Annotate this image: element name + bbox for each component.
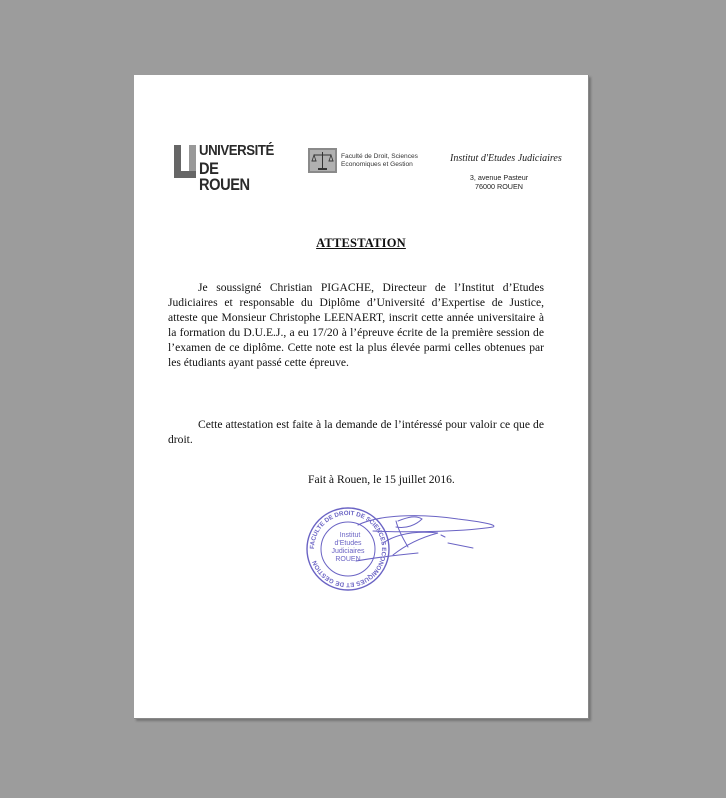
paragraph1-text: Je soussigné Christian PIGACHE, Directeur de l’Institut d’Etudes Judiciaires et responsable du Diplôme d’Université d’Expertise de Justice, atteste que Monsieur Christophe LEENAERT, inscrit cette année universitaire à la formation du D.U.E.J., a eu 17/20 à l’épreuve écrite de la première session de l’examen de ce diplôme. Cette note est la plus élevée parmi celles obtenues par les étudiants ayant passé cette épreuve. (168, 281, 544, 369)
stamp-center-line4: ROUEN (335, 556, 361, 563)
address-line1: 3, avenue Pasteur (469, 173, 529, 182)
faculty-logo (308, 148, 433, 178)
paragraph2-text: Cette attestation est faite à la demande de l’intéressé pour valoir ce que de droit. (168, 418, 544, 446)
stamp-center-line1: Institut (339, 532, 361, 539)
scales-of-justice-icon (308, 148, 337, 173)
place-and-date: Fait à Rouen, le 15 juillet 2016. (308, 473, 455, 486)
university-line1: UNIVERSITÉ (199, 142, 274, 159)
body-paragraph-1 (168, 280, 544, 370)
faculty-name (341, 153, 418, 169)
institute-address (444, 174, 554, 191)
faculty-line2: Economiques et Gestion (341, 161, 413, 168)
body-paragraph-2 (168, 417, 544, 447)
document-page (134, 75, 589, 719)
stamp-ring-text: FACULTE DE DROIT DE SCIENCES ECONOMIQUES ET DE GESTION (308, 509, 388, 589)
university-line2: DE ROUEN (199, 159, 250, 194)
university-mark-icon (174, 145, 196, 178)
university-wordmark (199, 143, 284, 193)
institute-name: Institut d'Etudes Judiciaires (450, 153, 562, 164)
stamp-center-line2: d'Etudes (334, 540, 362, 547)
university-logo (174, 142, 284, 194)
handwritten-signature (356, 516, 494, 561)
official-stamp-and-signature (298, 503, 528, 595)
address-line2: 76000 ROUEN (475, 181, 523, 191)
stamp-center-line3: Judiciaires (331, 548, 365, 555)
document-title: ATTESTATION (316, 236, 406, 250)
faculty-line1: Faculté de Droit, Sciences (341, 153, 418, 160)
